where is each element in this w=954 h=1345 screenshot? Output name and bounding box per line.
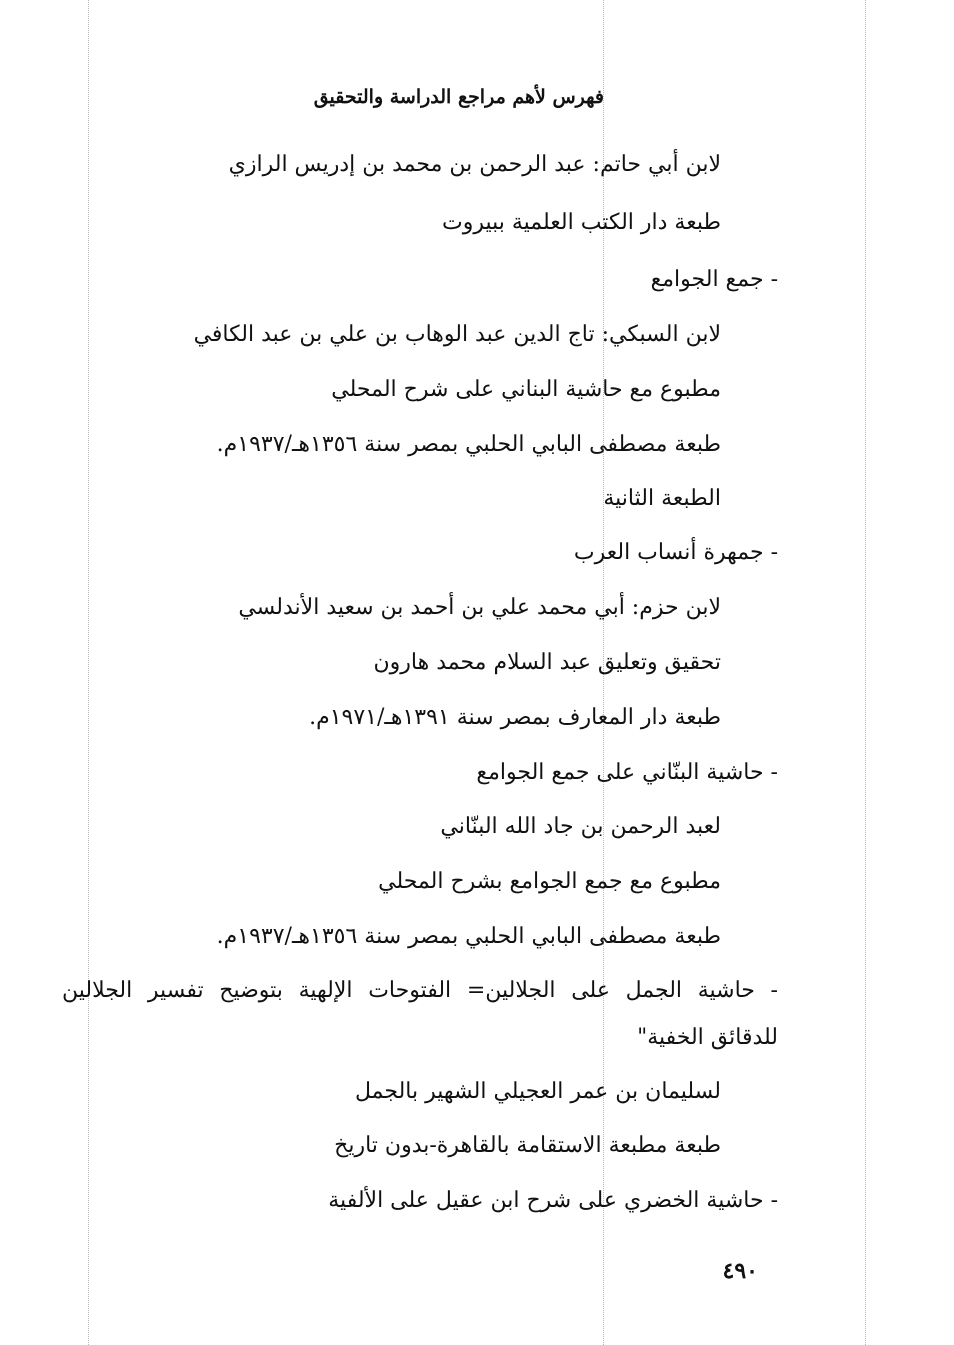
reference-line: طبعة مطبعة الاستقامة بالقاهرة-بدون تاريخ [334, 1133, 721, 1158]
reference-line: لابن حزم: أبي محمد علي بن أحمد بن سعيد الأندلسي [238, 595, 721, 620]
reference-entry-title: - حاشية الجمل على الجلالين= الفتوحات الإلهية بتوضيح تفسير الجلالين [62, 978, 778, 1003]
reference-line: لابن أبي حاتم: عبد الرحمن بن محمد بن إدريس الرازي [228, 152, 721, 177]
page-number: ٤٩٠ [722, 1258, 758, 1284]
scan-artifact-line [88, 0, 89, 1345]
reference-line: الطبعة الثانية [603, 486, 721, 511]
reference-entry-title: - حاشية البنّاني على جمع الجوامع [476, 760, 778, 785]
reference-line: لابن السبكي: تاج الدين عبد الوهاب بن علي بن عبد الكافي [193, 322, 721, 347]
reference-line: طبعة مصطفى البابي الحلبي بمصر سنة ١٣٥٦هـ/١٩٣٧م. [216, 924, 721, 949]
reference-entry-title: - حاشية الخضري على شرح ابن عقيل على الألفية [328, 1188, 778, 1213]
reference-entry-title: - جمهرة أنساب العرب [573, 540, 778, 565]
reference-entry-title: - جمع الجوامع [650, 267, 778, 292]
reference-line: مطبوع مع حاشية البناني على شرح المحلي [331, 377, 721, 402]
reference-line: مطبوع مع جمع الجوامع بشرح المحلي [378, 869, 721, 894]
reference-line: لعبد الرحمن بن جاد الله البنّاني [440, 814, 721, 839]
scan-artifact-line [865, 0, 866, 1345]
reference-line: طبعة مصطفى البابي الحلبي بمصر سنة ١٣٥٦هـ/١٩٣٧م. [216, 432, 721, 457]
reference-line: طبعة دار الكتب العلمية ببيروت [441, 210, 721, 235]
reference-line: تحقيق وتعليق عبد السلام محمد هارون [373, 650, 721, 675]
reference-line: طبعة دار المعارف بمصر سنة ١٣٩١هـ/١٩٧١م. [309, 705, 721, 730]
reference-entry-title-continued: للدقائق الخفية" [637, 1025, 778, 1050]
reference-line: لسليمان بن عمر العجيلي الشهير بالجمل [354, 1079, 721, 1104]
page-header: فهرس لأهم مراجع الدراسة والتحقيق [313, 86, 604, 108]
